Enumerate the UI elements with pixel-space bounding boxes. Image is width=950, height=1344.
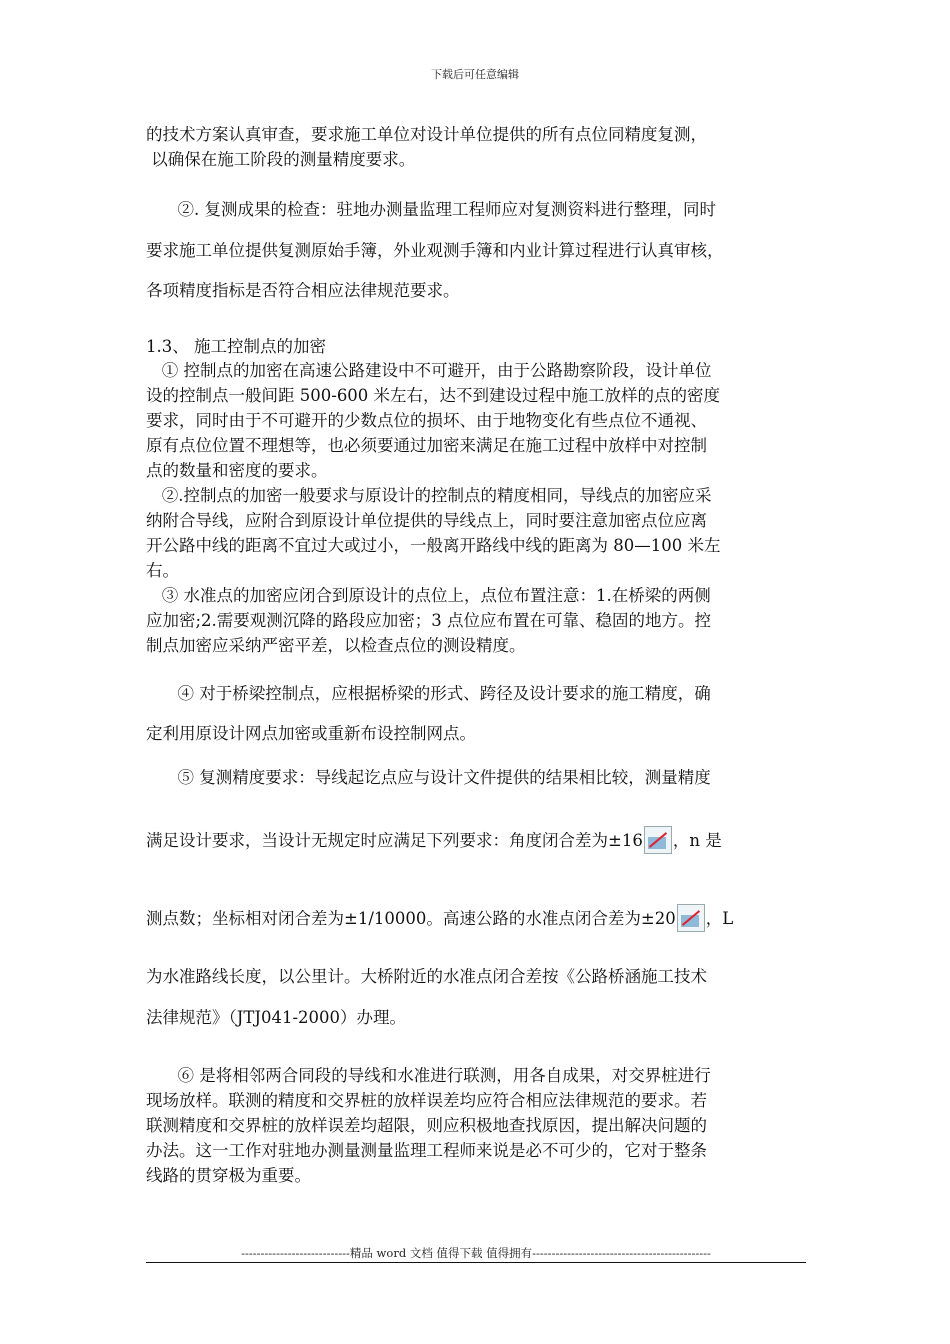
text-line: 以确保在施工阶段的测量精度要求。 <box>146 150 416 169</box>
text-line: 现场放样。联测的精度和交界桩的放样误差均应符合相应法律规范的要求。若 <box>146 1091 707 1110</box>
text-line: 定利用原设计网点加密或重新布设控制网点。 <box>146 724 476 743</box>
text-line: 开公路中线的距离不宜过大或过小，一般离开路线中线的距离为 80—100 米左 <box>146 536 721 555</box>
text-line: 法律规范》（JTJ041-2000）办理。 <box>146 1008 407 1027</box>
text-line: 各项精度指标是否符合相应法律规范要求。 <box>146 281 460 300</box>
formula-image-icon <box>677 904 705 932</box>
text-line: ③ 水准点的加密应闭合到原设计的点位上，点位布置注意：1.在桥梁的两侧 <box>146 586 711 605</box>
footer-rule <box>146 1262 806 1263</box>
text-line: ⑥ 是将相邻两合同段的导线和水准进行联测，用各自成果，对交界桩进行 <box>146 1066 711 1085</box>
text-line: 纳附合导线，应附合到原设计单位提供的导线点上，同时要注意加密点位应离 <box>146 511 707 530</box>
footer-text: ----------------------------精品 word 文档 值得下载 值得拥有---------------------------------------------- <box>241 1246 711 1260</box>
text-line: 线路的贯穿极为重要。 <box>146 1166 311 1185</box>
text-line: ②.控制点的加密一般要求与原设计的控制点的精度相同，导线点的加密应采 <box>146 486 712 505</box>
text-line: 点的数量和密度的要求。 <box>146 461 328 480</box>
formula-text-before: 满足设计要求，当设计无规定时应满足下列要求：角度闭合差为±16 <box>146 831 643 850</box>
text-line: ④ 对于桥梁控制点，应根据桥梁的形式、跨径及设计要求的施工精度，确 <box>146 684 711 703</box>
text-line: ②. 复测成果的检查：驻地办测量监理工程师应对复测资料进行整理，同时 <box>146 200 716 219</box>
text-line: 的技术方案认真审查，要求施工单位对设计单位提供的所有点位同精度复测， <box>146 125 707 144</box>
formula-image-icon <box>644 826 672 854</box>
header-note: 下载后可任意编辑 <box>431 68 519 81</box>
text-line: 要求施工单位提供复测原始手簿，外业观测手簿和内业计算过程进行认真审核， <box>146 241 724 260</box>
text-line: 右。 <box>146 561 179 580</box>
text-line: 为水准路线长度，以公里计。大桥附近的水准点闭合差按《公路桥涵施工技术 <box>146 967 707 986</box>
formula-text-after: ，n 是 <box>672 831 722 850</box>
formula-line <box>146 826 806 854</box>
text-line: 办法。这一工作对驻地办测量测量监理工程师来说是必不可少的，它对于整条 <box>146 1141 707 1160</box>
text-line: 应加密;2.需要观测沉降的路段应加密；3 点位应布置在可靠、稳固的地方。控 <box>146 611 712 630</box>
text-line: 设的控制点一般间距 500-600 米左右，达不到建设过程中施工放样的点的密度 <box>146 386 721 405</box>
formula-line <box>146 904 806 932</box>
text-line: 要求，同时由于不可避开的少数点位的损坏、由于地物变化有些点位不通视、 <box>146 411 707 430</box>
text-line: 制点加密应采纳严密平差，以检查点位的测设精度。 <box>146 636 526 655</box>
text-line: 原有点位位置不理想等，也必须要通过加密来满足在施工过程中放样中对控制 <box>146 436 707 455</box>
formula-text-after: ，L <box>705 909 734 928</box>
section-heading: 1.3、 施工控制点的加密 <box>146 337 326 356</box>
text-line: 联测精度和交界桩的放样误差均超限，则应积极地查找原因，提出解决问题的 <box>146 1116 707 1135</box>
text-line: ⑤ 复测精度要求：导线起讫点应与设计文件提供的结果相比较，测量精度 <box>146 768 711 787</box>
text-line: ① 控制点的加密在高速公路建设中不可避开，由于公路勘察阶段，设计单位 <box>146 361 712 380</box>
formula-text-before: 测点数；坐标相对闭合差为±1/10000。高速公路的水准点闭合差为±20 <box>146 909 676 928</box>
